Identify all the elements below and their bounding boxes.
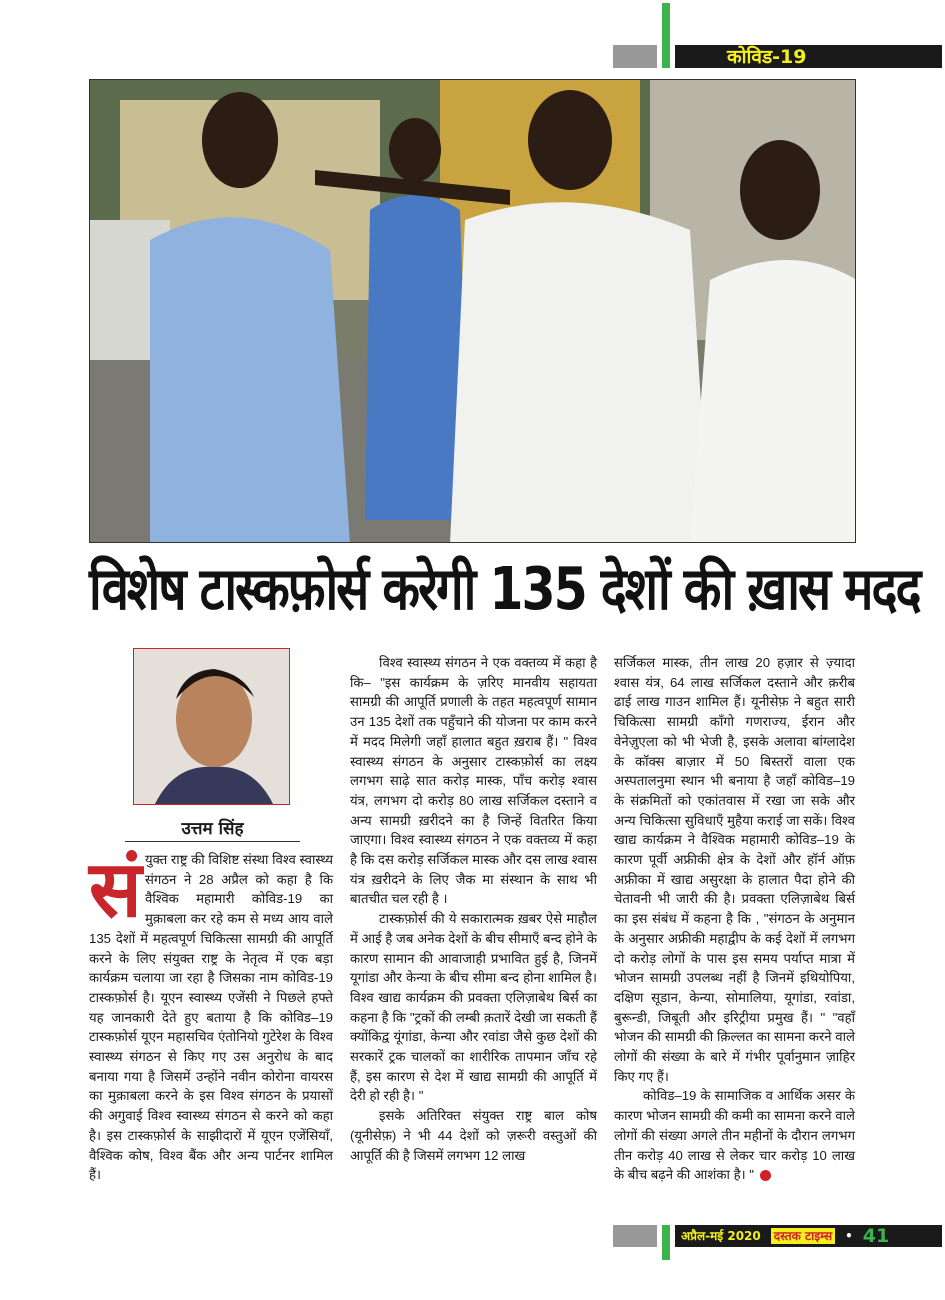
article-column-2 [350, 653, 597, 1165]
author-name: उत्तम सिंह [181, 819, 244, 839]
paragraph: युक्त राष्ट्र की विशिष्ट संस्था विश्व स्वास्थ्य संगठन ने 28 अप्रैल को कहा है कि वैश्विक महामारी कोविड-19 का मुक़ाबला कर रहे कम से मध्य आय वाले 135 देशों में महत्वपूर्ण चिकित्सा सामग्री की आपूर्ति करने के लिए संयुक्त राष्ट्र के नेतृत्व में एक बड़ा कार्यक्रम चलाया जा रहा है जिसका नाम कोविड-19 टास्कफ़ोर्स है। यूएन स्वास्थ्य एजेंसी ने पिछले हफ्ते यह जानकारी देते हुए बताया है कि कोविड–19 टास्कफ़ोर्स यूएन महासचिव एंतोनियो गुटेरेश के विश्व स्वास्थ्य संगठन से किए गए उस अनुरोध के बाद बनाया गया है जिसमें उन्होंने नवीन कोरोना वायरस का मुक़ाबला करने के इस विश्व संगठन के प्रयासों की अगुवाई विश्व स्वास्थ्य संगठन से करने को कहा है। इस टास्कफ़ोर्स के साझीदारों में यूएन एजेंसियाँ, वैश्विक कोष, विश्व बैंक और अन्य पार्टनर शामिल हैं। [89, 852, 333, 1183]
paragraph: टास्कफ़ोर्स की ये सकारात्मक ख़बर ऐसे माहौल में आई है जब अनेक देशों के बीच सीमाएँ बन्द होने के कारण सामान की आवाजाही प्रभावित हुई है, जिनमें यूगांडा और केन्या के बीच सीमा बन्द होना शामिल है। विश्व खाद्य कार्यक्रम की प्रवक्ता एलिज़ाबेथ बिर्स का कहना है कि "ट्रकों की लम्बी क़तारें देखी जा सकती हैं क्योंकिद्व यूंगांडा, केन्या और रवांडा जैसे कुछ देशों की सरकारें ट्रक चालकों का शारीरिक तापमान जाँच रहे हैं, इस कारण से देश में खाद्य सामग्री की आपूर्ति में देरी हो रही है। " [350, 911, 597, 1104]
page-number: 41 [862, 1225, 890, 1247]
paragraph: इसके अतिरिक्त संयुक्त राष्ट्र बाल कोष (यूनीसेफ़) ने भी 44 देशों को ज़रूरी वस्तुओं की आपूर्ति की है जिसमें लगभग 12 लाख [350, 1108, 597, 1163]
article-column-1 [89, 845, 333, 1185]
article-photo [89, 79, 856, 543]
paragraph: कोविड–19 के सामाजिक व आर्थिक असर के कारण भोजन सामग्री की कमी का सामना करने वाले लोगों की संख्या अगले तीन महीनों के दौरान लगभग तीन करोड़ 40 लाख से लेकर चार करोड़ 10 लाख के बीच बढ़ने की आशंका है। " [614, 1088, 855, 1183]
header-gray-block [613, 45, 657, 68]
author-divider [125, 841, 300, 842]
issue-date: अप्रैल-मई 2020 [681, 1229, 761, 1243]
author-photo [133, 648, 290, 805]
section-label: कोविड-19 [675, 45, 942, 68]
drop-cap: सं [89, 845, 142, 933]
end-mark-icon [760, 1170, 771, 1181]
magazine-logo: दस्तक टाइम्स [771, 1228, 835, 1244]
footer-gray-block [613, 1225, 657, 1247]
paragraph: विश्व स्वास्थ्य संगठन ने एक वक्तव्य में कहा है कि– "इस कार्यक्रम के ज़रिए मानवीय सहायता सामग्री की आपूर्ति प्रणाली के तहत महत्वपूर्ण सामान उन 135 देशों तक पहुँचाने की योजना पर काम करने में मदद मिलेगी जहाँ हालात बहुत ख़राब हैं। " विश्व स्वास्थ्य संगठन के अनुसार टास्कफ़ोर्स का लक्ष्य लगभग साढ़े सात करोड़ मास्क, पाँच करोड़ श्वास यंत्र, लगभग दो करोड़ 80 लाख सर्जिकल दस्ताने व अन्य सामग्री ख़रीदने का है जिन्हें वितरित किया जाएगा। विश्व स्वास्थ्य संगठन ने एक वक्तव्य में कहा है कि दस करोड़ सर्जिकल मास्क और दस लाख श्वास यंत्र ख़रीदने के लिए जैक मा संस्थान के साथ भी बातचीत चल रही है । [350, 655, 597, 907]
footer-green-bar [662, 1225, 670, 1260]
headline: विशेष टास्कफ़ोर्स करेगी 135 देशों की ख़ास मदद [89, 555, 920, 624]
separator: • [845, 1229, 853, 1243]
footer-bar [675, 1225, 942, 1247]
article-column-3 [614, 653, 855, 1185]
paragraph: सर्जिकल मास्क, तीन लाख 20 हज़ार से ज़्यादा श्वास यंत्र, 64 लाख सर्जिकल दस्ताने और क़रीब ढाई लाख गाउन शामिल हैं। यूनीसेफ़ ने बहुत सारी चिकित्सा सामग्री काँगो गणराज्य, ईरान और वेनेज़ुएला को भी भेजी है, इसके अलावा बांग्लादेश के कॉक्स बाज़ार में 50 बिस्तरों वाला एक अस्पतालनुमा स्थान भी बनाया है जहाँ कोविड–19 के संक्रमितों को एकांतवास में रखा जा सके और अन्य चिकित्सा सुविधाएँ मुहैया कराई जा सकें। विश्व खाद्य कार्यक्रम ने वैश्विक महामारी कोविड–19 के कारण पूर्वी अफ्रीकी क्षेत्र के देशों और हॉर्न ऑफ़ अफ्रीका में खाद्य असुरक्षा के हालात पैदा होने की चेतावनी भी जारी की है। प्रवक्ता एलिज़ाबेथ बिर्स का इस संबंध में कहना है कि , "संगठन के अनुमान के अनुसार अफ्रीकी महाद्वीप के कई देशों में लगभग दो करोड़ लोगों के पास इस समय पर्याप्त मात्रा में भोजन सामग्री उपलब्ध नहीं है जिनमें इथियोपिया, दक्षिण सूडान, केन्या, सोमालिया, यूगांडा, रवांडा, बुरून्डी, जिबूती और इरिट्रीया प्रमुख हैं। " "वहाँ भोजन की सामग्री की क़िल्लत का सामना करने वाले लोगों की संख्या के बारे में गंभीर पूर्वानुमान ज़ाहिर किए गए हैं। [614, 655, 855, 1084]
header-green-bar [662, 3, 670, 68]
